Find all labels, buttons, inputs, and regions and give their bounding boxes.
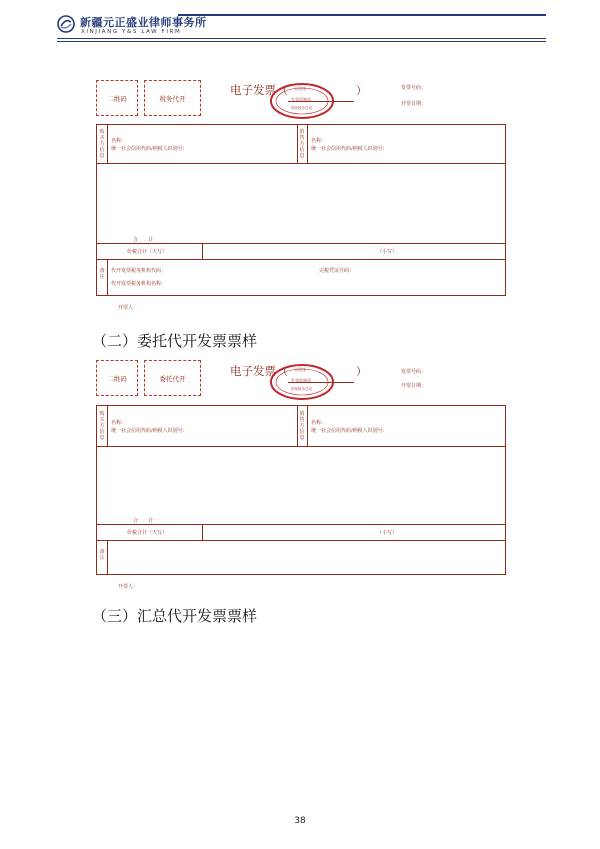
invoice-table <box>96 405 506 575</box>
buyer-credit-code-label: 统一社会信用代码/纳税人识别号： <box>111 428 188 434</box>
tax-total-upper-label: 价税合计（大写） <box>127 249 168 255</box>
tax-total-upper-label: 价税合计（大写） <box>127 530 168 536</box>
total-label: 合 计 <box>133 518 154 524</box>
issuer-label: 开票人： <box>118 305 139 311</box>
title-paren-close: ） <box>356 365 367 378</box>
seller-info-side-label: 销售方信息 <box>299 411 305 441</box>
seal-mid-text: 发票监制章 <box>291 97 311 102</box>
buyer-name-label: 名称： <box>111 138 127 144</box>
invoice-table <box>96 124 506 296</box>
section-heading-summary: （三）汇总代开发票票样 <box>92 607 258 625</box>
buyer-name-label: 名称： <box>111 420 127 426</box>
seal-mid-text: 发票监制章 <box>291 378 311 383</box>
invoice-number-label: 发票号码： <box>401 369 427 375</box>
firm-name-en: XINJIANG Y&S LAW FIRM <box>81 29 182 35</box>
remarks-side-label: 备注 <box>99 549 105 561</box>
invoice-title: 电子发票 <box>230 364 276 378</box>
agent-stamp-box: 委托代开 <box>144 360 201 396</box>
remark-agency-code: 代开发票税务机构代码： <box>111 268 167 274</box>
tax-total-lower-label: （小写） <box>377 530 398 536</box>
title-paren-close: ） <box>356 84 367 97</box>
invoice-title: 电子发票 <box>230 83 276 97</box>
seller-info-side-label: 销售方信息 <box>299 129 305 159</box>
issue-date-label: 开票日期： <box>401 101 427 107</box>
tax-total-lower-label: （小写） <box>377 249 398 255</box>
invoice-number-label: 发票号码： <box>401 85 427 91</box>
remark-agency-name: 代开发票税务机构名称： <box>111 281 167 287</box>
firm-name-cn: 新疆元正盛业律师事务所 <box>80 16 207 29</box>
qr-code-placeholder: 二维码 <box>96 360 138 396</box>
seal-bottom-text: 国家税务总局 <box>291 106 312 110</box>
buyer-info-side-label: 购买方信息 <box>99 411 105 441</box>
section-heading-entrusted: （二）委托代开发票票样 <box>92 332 258 350</box>
seal-top-text: 全国统一 <box>294 86 310 91</box>
seller-credit-code-label: 统一社会信用代码/纳税人识别号： <box>311 428 388 434</box>
seller-name-label: 名称： <box>311 420 327 426</box>
issuer-label: 开票人： <box>118 584 139 590</box>
total-label: 合 计 <box>133 237 154 243</box>
invoice-sample-entrusted <box>96 357 506 597</box>
seal-top-text: 全国统一 <box>294 367 310 372</box>
seller-credit-code-label: 统一社会信用代码/纳税人识别号： <box>311 146 388 152</box>
title-paren-open: （ <box>277 365 288 378</box>
issue-date-label: 开票日期： <box>401 383 427 389</box>
header-rule-lower <box>57 38 546 39</box>
invoice-sample-tax-agent <box>96 74 506 324</box>
buyer-info-side-label: 购买方信息 <box>99 129 105 159</box>
tax-voucher-label: 完税凭证号码： <box>319 268 355 274</box>
seal-bottom-text: 国家税务总局 <box>291 387 312 391</box>
page-number: 38 <box>294 816 306 826</box>
firm-logo-icon <box>57 15 75 33</box>
header-rule-thin <box>57 41 546 42</box>
remarks-side-label: 备注 <box>99 268 105 280</box>
title-paren-open: （ <box>277 84 288 97</box>
header-rule <box>178 14 546 16</box>
seller-name-label: 名称： <box>311 138 327 144</box>
buyer-credit-code-label: 统一社会信用代码/纳税人识别号： <box>111 146 188 152</box>
qr-code-placeholder: 二维码 <box>96 80 138 116</box>
agent-stamp-box: 税务代开 <box>144 80 201 116</box>
